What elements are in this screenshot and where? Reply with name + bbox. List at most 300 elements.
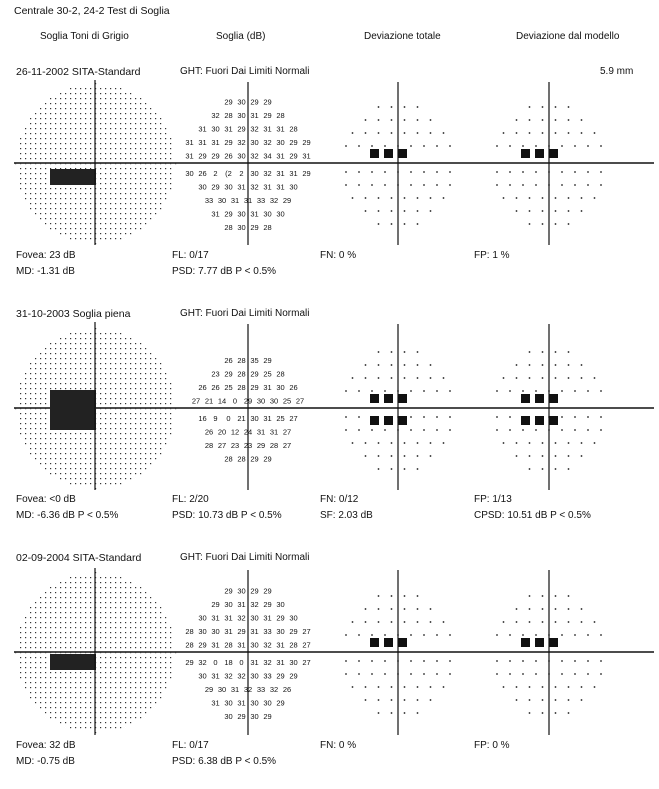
deviation-point: [417, 442, 419, 444]
deviation-point: [600, 416, 602, 418]
probability-symbol: [535, 638, 544, 647]
probability-symbol: [384, 416, 393, 425]
deviation-point: [358, 171, 360, 173]
threshold-value: 29: [276, 698, 285, 708]
deviation-point: [404, 621, 406, 623]
deviation-point: [529, 377, 531, 379]
deviation-point: [529, 210, 531, 212]
deviation-point: [449, 390, 451, 392]
probability-symbol: [535, 149, 544, 158]
deviation-point: [352, 686, 354, 688]
deviation-point: [430, 132, 432, 134]
deviation-point: [542, 132, 544, 134]
threshold-value: 30: [250, 712, 259, 721]
deviation-point: [436, 634, 438, 636]
probability-symbol: [384, 394, 393, 403]
deviation-point: [345, 184, 347, 186]
deviation-point: [352, 197, 354, 199]
threshold-value: 0: [239, 658, 244, 667]
deviation-point: [430, 699, 432, 701]
deviation-point: [522, 184, 524, 186]
deviation-point: [378, 119, 380, 121]
threshold-value: 29: [302, 169, 311, 178]
deviation-point: [555, 132, 557, 134]
deviation-point: [555, 595, 557, 597]
threshold-value: 31: [185, 151, 194, 161]
threshold-value: 31: [211, 698, 220, 708]
threshold-value: 28: [269, 441, 279, 450]
deviation-point: [529, 468, 531, 470]
deviation-point: [417, 106, 419, 108]
deviation-point: [404, 699, 406, 701]
deviation-point: [371, 171, 373, 173]
threshold-value: 24: [243, 427, 253, 437]
fl-value: FL: 0/17: [172, 740, 209, 751]
threshold-value: 29: [263, 97, 272, 107]
deviation-point: [542, 686, 544, 688]
threshold-value: 29: [198, 640, 207, 650]
probability-symbol: [521, 416, 530, 425]
threshold-value: 31: [198, 138, 207, 147]
deviation-point: [365, 608, 367, 610]
deviation-point: [417, 621, 419, 623]
threshold-value: 32: [198, 658, 207, 667]
threshold-value: 29: [263, 600, 272, 609]
deviation-point: [503, 686, 505, 688]
deviation-point: [600, 660, 602, 662]
psd-value: PSD: 10.73 dB P < 0.5%: [172, 510, 282, 521]
threshold-value: 31: [224, 613, 233, 623]
deviation-point: [384, 145, 386, 147]
deviation-point: [503, 377, 505, 379]
deviation-point: [410, 416, 412, 418]
deviation-point: [417, 197, 419, 199]
threshold-value: 30: [263, 698, 272, 708]
deviation-point: [509, 429, 511, 431]
fp-value: FP: 0 %: [474, 740, 510, 751]
deviation-point: [391, 119, 393, 121]
deviation-point: [581, 621, 583, 623]
deviation-point: [503, 621, 505, 623]
deviation-point: [529, 699, 531, 701]
threshold-value: 31: [237, 182, 246, 192]
deviation-point: [548, 171, 550, 173]
deviation-point: [371, 660, 373, 662]
deviation-point: [378, 223, 380, 225]
deviation-point: [404, 712, 406, 714]
deviation-point: [358, 634, 360, 636]
threshold-value: 32: [263, 169, 272, 178]
threshold-value: 28: [276, 369, 285, 379]
threshold-value: 29: [250, 97, 259, 107]
threshold-value: 31: [302, 151, 311, 161]
threshold-value: 30: [198, 627, 207, 636]
threshold-value: 31: [211, 613, 220, 623]
deviation-point: [391, 608, 393, 610]
deviation-point: [397, 673, 399, 675]
threshold-value: 30: [250, 671, 259, 681]
deviation-point: [555, 712, 557, 714]
deviation-point: [529, 106, 531, 108]
deviation-point: [391, 364, 393, 366]
threshold-value: 23: [230, 441, 240, 450]
deviation-point: [587, 416, 589, 418]
threshold-value: 30: [198, 613, 207, 623]
psd-value: PSD: 6.38 dB P < 0.5%: [172, 756, 277, 767]
fovea-value: Fovea: 32 dB: [16, 740, 76, 751]
threshold-value: 29: [263, 712, 272, 721]
deviation-point: [529, 712, 531, 714]
deviation-point: [568, 364, 570, 366]
threshold-value: 28: [224, 111, 233, 120]
deviation-point: [600, 634, 602, 636]
scotoma-patch: [50, 654, 96, 670]
deviation-point: [516, 119, 518, 121]
deviation-point: [594, 197, 596, 199]
deviation-point: [417, 132, 419, 134]
fl-value: FL: 0/17: [172, 250, 209, 261]
deviation-point: [594, 132, 596, 134]
deviation-point: [529, 595, 531, 597]
deviation-point: [417, 712, 419, 714]
deviation-point: [378, 210, 380, 212]
deviation-point: [568, 119, 570, 121]
deviation-point: [345, 390, 347, 392]
deviation-point: [542, 197, 544, 199]
threshold-value: 30: [289, 613, 298, 623]
deviation-point: [542, 621, 544, 623]
threshold-value: 30: [237, 151, 246, 161]
deviation-point: [594, 621, 596, 623]
threshold-value: 29: [237, 627, 246, 636]
threshold-value: 28: [289, 640, 298, 650]
deviation-point: [548, 145, 550, 147]
deviation-point: [568, 197, 570, 199]
deviation-point: [555, 455, 557, 457]
deviation-point: [378, 106, 380, 108]
threshold-value: 31: [211, 671, 220, 681]
deviation-point: [417, 608, 419, 610]
deviation-point: [423, 416, 425, 418]
threshold-value: 30: [237, 97, 246, 107]
deviation-point: [600, 429, 602, 431]
deviation-point: [496, 145, 498, 147]
deviation-point: [600, 184, 602, 186]
threshold-value: 30: [276, 600, 285, 609]
deviation-point: [423, 634, 425, 636]
fn-value: FN: 0 %: [320, 740, 357, 751]
deviation-point: [423, 390, 425, 392]
psd-value: PSD: 7.77 dB P < 0.5%: [172, 266, 277, 277]
deviation-point: [378, 442, 380, 444]
deviation-point: [371, 184, 373, 186]
threshold-value: 29: [211, 600, 220, 609]
threshold-value: 29: [204, 685, 214, 694]
deviation-point: [516, 621, 518, 623]
threshold-value: 27: [282, 427, 292, 437]
deviation-point: [529, 197, 531, 199]
probability-symbol: [398, 416, 407, 425]
threshold-value: 2: [213, 169, 218, 178]
threshold-value: 31: [250, 658, 259, 667]
deviation-point: [496, 184, 498, 186]
deviation-point: [417, 351, 419, 353]
threshold-value: 20: [217, 427, 227, 437]
threshold-value: 31: [276, 182, 285, 192]
threshold-value: 31: [237, 698, 246, 708]
deviation-point: [397, 184, 399, 186]
md-value: MD: -1.31 dB: [16, 266, 75, 277]
threshold-value: 31: [230, 685, 240, 694]
threshold-value: 32: [243, 685, 253, 694]
deviation-point: [430, 377, 432, 379]
threshold-value: 23: [243, 441, 253, 450]
fp-value: FP: 1 %: [474, 250, 510, 261]
deviation-point: [391, 712, 393, 714]
deviation-point: [345, 429, 347, 431]
deviation-point: [404, 595, 406, 597]
deviation-point: [378, 351, 380, 353]
deviation-point: [423, 673, 425, 675]
threshold-value: 29: [250, 454, 259, 464]
deviation-point: [417, 455, 419, 457]
deviation-point: [417, 223, 419, 225]
probability-symbol: [549, 149, 558, 158]
deviation-point: [417, 595, 419, 597]
threshold-value: 29: [289, 671, 298, 681]
deviation-point: [391, 351, 393, 353]
deviation-point: [391, 223, 393, 225]
deviation-point: [436, 184, 438, 186]
threshold-value: 30: [276, 383, 285, 392]
threshold-value: 31: [269, 427, 279, 437]
deviation-point: [449, 660, 451, 662]
deviation-point: [417, 377, 419, 379]
deviation-point: [397, 634, 399, 636]
deviation-point: [436, 145, 438, 147]
threshold-value: 29: [276, 671, 285, 681]
deviation-point: [365, 621, 367, 623]
threshold-value: 30: [211, 124, 220, 134]
threshold-value: 30: [250, 698, 259, 708]
deviation-point: [542, 351, 544, 353]
threshold-value: 28: [263, 223, 272, 232]
deviation-point: [535, 660, 537, 662]
threshold-value: 33: [256, 685, 266, 694]
deviation-point: [594, 377, 596, 379]
deviation-point: [430, 442, 432, 444]
deviation-point: [574, 390, 576, 392]
threshold-value: 32: [237, 138, 246, 147]
threshold-value: 30: [224, 712, 233, 721]
deviation-point: [391, 699, 393, 701]
threshold-value: 29: [289, 138, 298, 147]
deviation-point: [397, 145, 399, 147]
deviation-point: [561, 390, 563, 392]
deviation-point: [378, 468, 380, 470]
deviation-point: [509, 660, 511, 662]
deviation-point: [365, 132, 367, 134]
deviation-point: [516, 686, 518, 688]
deviation-point: [529, 223, 531, 225]
probability-symbol: [370, 638, 379, 647]
deviation-point: [410, 634, 412, 636]
deviation-point: [443, 197, 445, 199]
deviation-point: [404, 223, 406, 225]
deviation-point: [568, 351, 570, 353]
deviation-point: [436, 390, 438, 392]
deviation-point: [496, 634, 498, 636]
threshold-value: 29: [250, 586, 259, 596]
deviation-point: [449, 171, 451, 173]
deviation-point: [378, 377, 380, 379]
deviation-point: [581, 119, 583, 121]
threshold-value: 31: [263, 124, 272, 134]
threshold-value: 25: [276, 414, 285, 423]
threshold-value: 25: [224, 383, 233, 392]
deviation-point: [358, 145, 360, 147]
deviation-point: [391, 210, 393, 212]
threshold-value: 30: [256, 396, 266, 406]
ght-result: GHT: Fuori Dai Limiti Normali: [180, 66, 310, 77]
threshold-value: 32: [211, 111, 220, 120]
deviation-point: [555, 608, 557, 610]
threshold-value: 26: [211, 383, 220, 392]
deviation-point: [345, 145, 347, 147]
deviation-point: [365, 442, 367, 444]
deviation-point: [535, 634, 537, 636]
deviation-point: [404, 106, 406, 108]
deviation-point: [352, 621, 354, 623]
deviation-point: [581, 455, 583, 457]
threshold-value: 31: [250, 111, 259, 120]
threshold-value: 26: [198, 383, 207, 392]
deviation-point: [345, 171, 347, 173]
deviation-point: [522, 429, 524, 431]
threshold-value: 29: [211, 151, 220, 161]
column-header-pattern-deviation: Deviazione dal modello: [516, 31, 620, 42]
threshold-value: 32: [224, 671, 233, 681]
deviation-point: [581, 197, 583, 199]
threshold-value: 27: [302, 640, 311, 650]
deviation-point: [529, 351, 531, 353]
deviation-point: [568, 210, 570, 212]
md-value: MD: -6.36 dB P < 0.5%: [16, 510, 119, 521]
deviation-point: [516, 442, 518, 444]
deviation-point: [345, 673, 347, 675]
deviation-point: [378, 197, 380, 199]
threshold-value: 31: [276, 658, 285, 667]
threshold-value: 26: [198, 169, 207, 178]
deviation-point: [404, 351, 406, 353]
scotoma-patch: [50, 169, 96, 185]
deviation-point: [581, 442, 583, 444]
deviation-point: [436, 416, 438, 418]
threshold-value: 31: [250, 209, 259, 219]
ght-result: GHT: Fuori Dai Limiti Normali: [180, 552, 310, 563]
deviation-point: [574, 171, 576, 173]
threshold-value: 12: [230, 427, 240, 437]
deviation-point: [404, 197, 406, 199]
deviation-point: [581, 377, 583, 379]
deviation-point: [522, 390, 524, 392]
deviation-point: [561, 416, 563, 418]
deviation-point: [568, 686, 570, 688]
deviation-point: [542, 210, 544, 212]
threshold-value: 29: [224, 369, 233, 379]
deviation-point: [423, 145, 425, 147]
probability-symbol: [521, 638, 530, 647]
threshold-value: 28: [224, 223, 233, 232]
threshold-value: 30: [224, 600, 233, 609]
scotoma-patch: [50, 390, 96, 430]
deviation-point: [365, 377, 367, 379]
deviation-point: [574, 416, 576, 418]
threshold-value: 28: [224, 640, 233, 650]
probability-symbol: [549, 416, 558, 425]
deviation-point: [535, 673, 537, 675]
deviation-point: [535, 390, 537, 392]
test-heading: 26-11-2002 SITA-Standard: [16, 66, 141, 78]
deviation-point: [594, 442, 596, 444]
threshold-value: 29: [250, 223, 259, 232]
threshold-value: 32: [250, 182, 259, 192]
deviation-point: [587, 184, 589, 186]
threshold-value: 29: [302, 138, 311, 147]
deviation-point: [378, 686, 380, 688]
deviation-point: [391, 197, 393, 199]
deviation-point: [522, 673, 524, 675]
threshold-value: 26: [289, 383, 298, 392]
threshold-value: 30: [250, 613, 259, 623]
deviation-point: [410, 390, 412, 392]
deviation-point: [529, 686, 531, 688]
deviation-point: [352, 442, 354, 444]
deviation-point: [404, 132, 406, 134]
deviation-point: [397, 660, 399, 662]
deviation-point: [542, 608, 544, 610]
deviation-point: [404, 468, 406, 470]
test-heading: 31-10-2003 Soglia piena: [16, 308, 131, 320]
deviation-point: [509, 171, 511, 173]
deviation-point: [581, 686, 583, 688]
fp-value: FP: 1/13: [474, 494, 512, 505]
deviation-point: [384, 660, 386, 662]
probability-symbol: [370, 149, 379, 158]
deviation-point: [378, 621, 380, 623]
deviation-point: [365, 686, 367, 688]
deviation-point: [516, 210, 518, 212]
threshold-value: 30: [224, 698, 233, 708]
deviation-point: [600, 673, 602, 675]
probability-symbol: [384, 638, 393, 647]
deviation-point: [410, 171, 412, 173]
deviation-point: [509, 390, 511, 392]
deviation-point: [587, 145, 589, 147]
threshold-value: 28: [185, 640, 194, 650]
deviation-point: [568, 132, 570, 134]
page-title: Centrale 30-2, 24-2 Test di Soglia: [14, 5, 170, 17]
deviation-point: [430, 364, 432, 366]
threshold-value: 29: [185, 658, 194, 667]
deviation-point: [417, 364, 419, 366]
threshold-value: 31: [243, 196, 253, 205]
deviation-point: [548, 673, 550, 675]
deviation-point: [345, 660, 347, 662]
deviation-point: [503, 442, 505, 444]
deviation-point: [371, 145, 373, 147]
deviation-point: [542, 364, 544, 366]
